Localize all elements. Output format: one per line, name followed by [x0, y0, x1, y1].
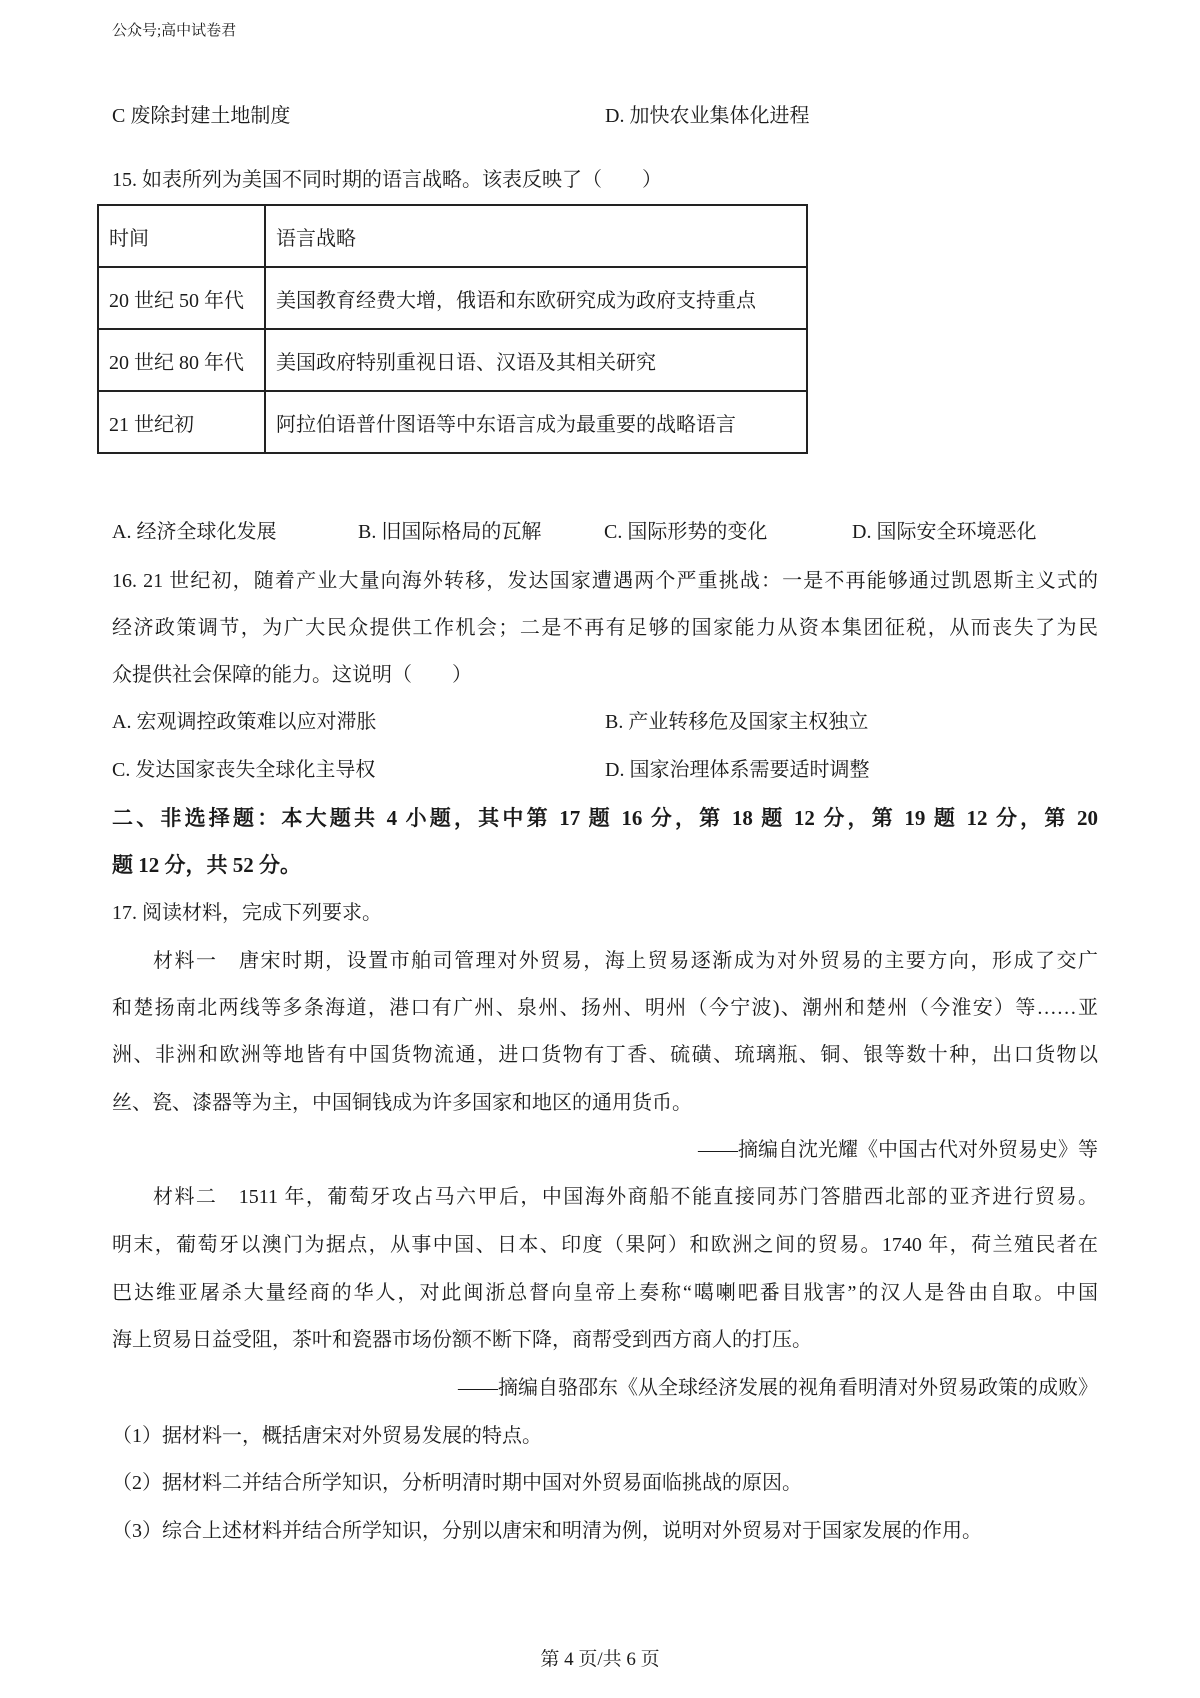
- table-cell: 20 世纪 50 年代: [98, 267, 265, 329]
- material2-line: 材料二 1511 年，葡萄牙攻占马六甲后，中国海外商船不能直接同苏门答腊西北部的亚齐进行贸易。: [153, 1186, 1098, 1208]
- material2-line: 明末，葡萄牙以澳门为据点，从事中国、日本、印度（果阿）和欧洲之间的贸易。1740 年，荷兰殖民者在: [112, 1234, 1098, 1256]
- q16-stem-line: 16. 21 世纪初，随着产业大量向海外转移，发达国家遭遇两个严重挑战：一是不再能够通过凯恩斯主义式的: [112, 570, 1098, 592]
- q16-option-c: C. 发达国家丧失全球化主导权: [112, 759, 376, 781]
- table-header-row: [98, 205, 807, 267]
- q15-table: [97, 204, 808, 454]
- q16-stem-line: 经济政策调节，为广大民众提供工作机会；二是不再有足够的国家能力从资本集团征税，从而丧失了为民: [112, 617, 1098, 639]
- material1-line: 洲、非洲和欧洲等地皆有中国货物流通，进口货物有丁香、硫磺、琉璃瓶、铜、银等数十种，出口货物以: [112, 1044, 1098, 1066]
- q16-option-a: A. 宏观调控政策难以应对滞胀: [112, 711, 377, 733]
- q15-stem: 15. 如表所列为美国不同时期的语言战略。该表反映了（ ）: [112, 169, 662, 191]
- material1-line: 丝、瓷、漆器等为主，中国铜钱成为许多国家和地区的通用货币。: [112, 1092, 692, 1114]
- table-cell: 美国政府特别重视日语、汉语及其相关研究: [265, 329, 807, 391]
- section2-heading-cont: 题 12 分，共 52 分。: [112, 853, 301, 877]
- table-cell: 21 世纪初: [98, 391, 265, 453]
- q14-option-d: D. 加快农业集体化进程: [605, 105, 810, 127]
- table-row: [98, 267, 807, 329]
- material1-line: 材料一 唐宋时期，设置市舶司管理对外贸易，海上贸易逐渐成为对外贸易的主要方向，形成了交广: [153, 950, 1098, 972]
- q14-option-c: C 废除封建土地制度: [112, 105, 291, 127]
- q16-stem-line: 众提供社会保障的能力。这说明（ ）: [112, 664, 472, 686]
- q15-option-b: B. 旧国际格局的瓦解: [358, 521, 542, 543]
- table-cell: 20 世纪 80 年代: [98, 329, 265, 391]
- q16-option-b: B. 产业转移危及国家主权独立: [605, 711, 869, 733]
- q17-stem: 17. 阅读材料，完成下列要求。: [112, 902, 382, 924]
- table-cell: 美国教育经费大增，俄语和东欧研究成为政府支持重点: [265, 267, 807, 329]
- q15-option-a: A. 经济全球化发展: [112, 521, 277, 543]
- q15-option-c: C. 国际形势的变化: [604, 521, 768, 543]
- q15-option-d: D. 国际安全环境恶化: [852, 521, 1037, 543]
- q17-subquestion-1: （1）据材料一，概括唐宋对外贸易发展的特点。: [112, 1425, 542, 1447]
- material1-line: 和楚扬南北两线等多条海道，港口有广州、泉州、扬州、明州（今宁波)、潮州和楚州（今淮安）等……亚: [112, 997, 1098, 1019]
- q17-subquestion-3: （3）综合上述材料并结合所学知识，分别以唐宋和明清为例，说明对外贸易对于国家发展的作用。: [112, 1520, 982, 1542]
- table-header: 语言战略: [265, 205, 807, 267]
- q16-option-d: D. 国家治理体系需要适时调整: [605, 759, 870, 781]
- material2-source: ——摘编自骆邵东《从全球经济发展的视角看明清对外贸易政策的成败》: [458, 1377, 1098, 1399]
- table-header: 时间: [98, 205, 265, 267]
- material2-line: 巴达维亚屠杀大量经商的华人，对此闽浙总督向皇帝上奏称“噶喇吧番目戕害”的汉人是咎由自取。中国: [112, 1282, 1098, 1304]
- material2-line: 海上贸易日益受阻，茶叶和瓷器市场份额不断下降，商帮受到西方商人的打压。: [112, 1329, 812, 1351]
- section2-heading: 二、非选择题：本大题共 4 小题，其中第 17 题 16 分，第 18 题 12 分，第 19 题 12 分，第 20: [112, 806, 1098, 830]
- page-header: 公众号;高中试卷君: [112, 23, 237, 39]
- table-row: [98, 329, 807, 391]
- page-footer: 第 4 页/共 6 页: [540, 1649, 660, 1670]
- table-row: [98, 391, 807, 453]
- q17-subquestion-2: （2）据材料二并结合所学知识，分析明清时期中国对外贸易面临挑战的原因。: [112, 1472, 802, 1494]
- material1-source: ——摘编自沈光耀《中国古代对外贸易史》等: [698, 1139, 1098, 1161]
- table-cell: 阿拉伯语普什图语等中东语言成为最重要的战略语言: [265, 391, 807, 453]
